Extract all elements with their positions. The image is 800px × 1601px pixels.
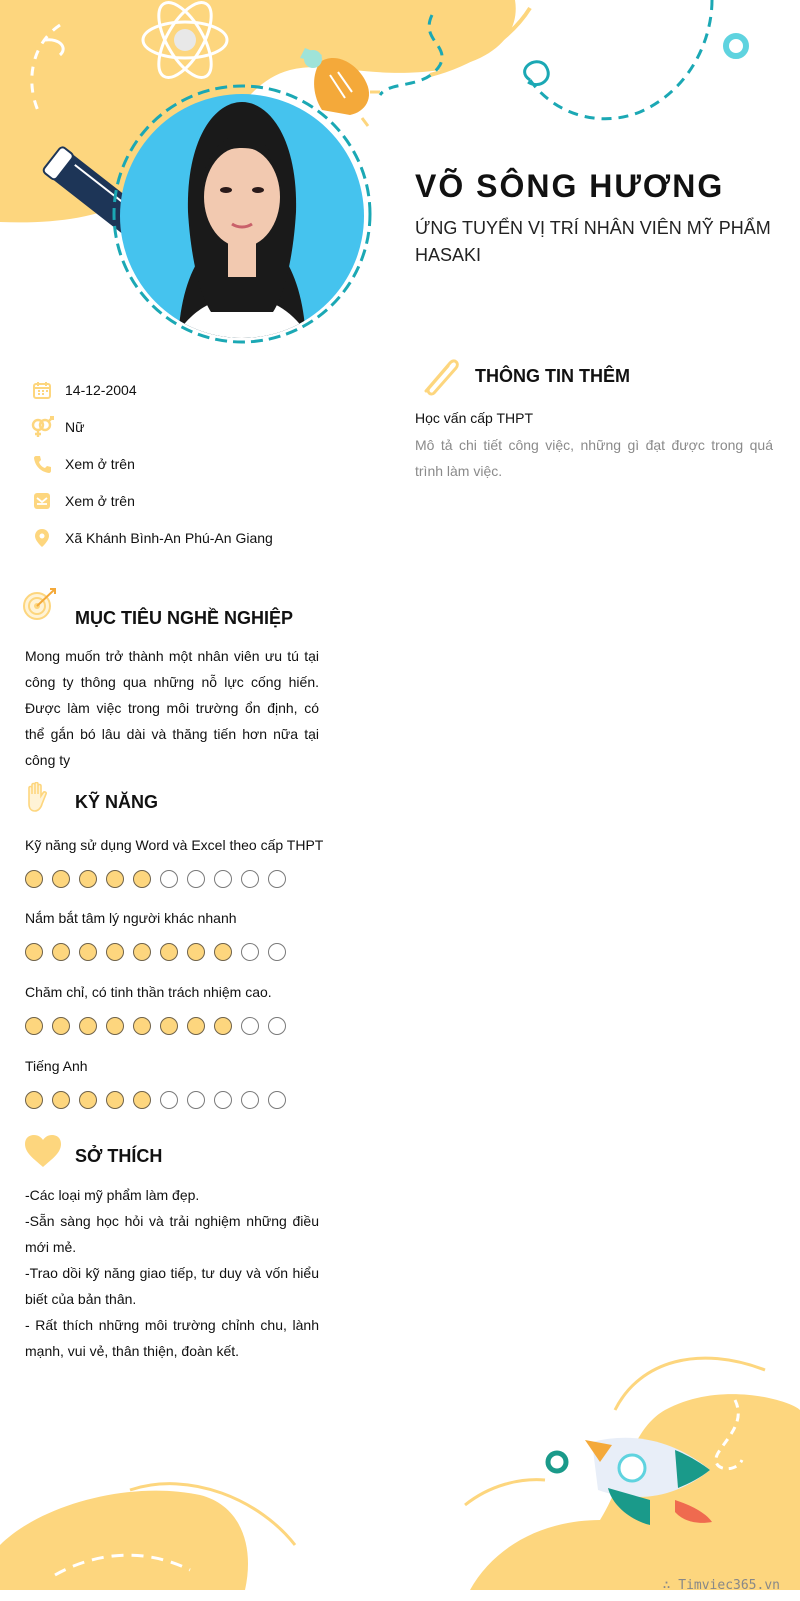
phone-value: Xem ở trên [65,456,135,472]
skill-rating [25,943,286,961]
education-value: Học vấn cấp THPT [415,410,534,426]
rating-dot-empty [160,1091,178,1109]
hand-icon [25,782,49,819]
birthday-value: 14-12-2004 [65,382,137,398]
objective-title: MỤC TIÊU NGHỀ NGHIỆP [75,608,294,628]
rating-dot-filled [133,1017,151,1035]
hobby-item: -Sẵn sàng học hỏi và trải nghiệm những điều mới mẻ. [25,1213,319,1255]
skills-title: KỸ NĂNG [75,792,159,812]
rating-dot-filled [79,870,97,888]
rating-dot-filled [79,1017,97,1035]
rating-dot-empty [268,1017,286,1035]
rating-dot-filled [106,1017,124,1035]
rating-dot-filled [25,870,43,888]
candidate-name: VÕ SÔNG HƯƠNG [415,168,725,204]
rating-dot-empty [241,943,259,961]
rating-dot-filled [187,1017,205,1035]
skill-name: Tiếng Anh [25,1058,88,1074]
rating-dot-filled [133,870,151,888]
skill-name: Chăm chỉ, có tinh thần trách nhiệm cao. [25,984,272,1000]
rating-dot-filled [133,1091,151,1109]
address-value: Xã Khánh Bình-An Phú-An Giang [65,530,273,546]
rating-dot-filled [160,1017,178,1035]
contact-gender [30,415,84,439]
rating-dot-filled [52,943,70,961]
contact-address [30,526,273,550]
rating-dot-filled [25,1017,43,1035]
hobby-item: -Trao dồi kỹ năng giao tiếp, tư duy và vốn hiểu biết của bản thân. [25,1265,319,1307]
heart-icon [24,1134,62,1173]
email-value: Xem ở trên [65,493,135,509]
contact-birthday [30,378,137,402]
rating-dot-filled [25,943,43,961]
rating-dot-empty [214,870,232,888]
mail-icon [30,489,54,513]
skill-name: Nắm bắt tâm lý người khác nhanh [25,910,237,926]
calendar-icon [30,378,54,402]
skill-rating [25,870,286,888]
paperclip-icon [418,355,462,404]
applied-position: ỨNG TUYỂN VỊ TRÍ NHÂN VIÊN MỸ PHẨM HASAKI [415,218,771,265]
rating-dot-filled [52,1017,70,1035]
gender-value: Nữ [65,419,85,435]
watermark: ∴ Timviec365.vn [662,1578,780,1593]
hobbies-title: SỞ THÍCH [75,1146,163,1166]
rating-dot-filled [106,870,124,888]
rating-dot-empty [268,870,286,888]
bottom-left-blob [0,1491,248,1590]
education-description: Mô tả chi tiết công việc, những gì đạt được trong quá trình làm việc. [415,437,773,479]
location-icon [30,526,54,550]
rating-dot-filled [79,943,97,961]
rating-dot-filled [214,1017,232,1035]
objective-text: Mong muốn trở thành một nhân viên ưu tú tại công ty thông qua những nỗ lực cống hiến. Được làm việc trong môi trường ổn định, có thể gắn bó lâu dài và thăng tiến hơn nữa tại công ty [25,648,319,768]
contact-phone [30,452,135,476]
rating-dot-filled [106,943,124,961]
rating-dot-filled [214,943,232,961]
rating-dot-filled [106,1091,124,1109]
rating-dot-filled [52,1091,70,1109]
rating-dot-empty [241,870,259,888]
rating-dot-empty [214,1091,232,1109]
rating-dot-filled [133,943,151,961]
profile-photo [108,82,376,350]
rating-dot-empty [241,1017,259,1035]
rating-dot-filled [52,870,70,888]
rating-dot-filled [79,1091,97,1109]
rating-dot-filled [25,1091,43,1109]
rating-dot-empty [241,1091,259,1109]
hobby-item: - Rất thích những môi trường chỉnh chu, lành mạnh, vui vẻ, thân thiện, đoàn kết. [25,1317,319,1359]
rating-dot-empty [268,943,286,961]
skill-name: Kỹ năng sử dụng Word và Excel theo cấp THPT [25,837,324,853]
phone-icon [30,452,54,476]
target-icon [22,587,58,626]
rating-dot-empty [187,1091,205,1109]
gender-icon [30,415,54,439]
rating-dot-filled [187,943,205,961]
skill-rating [25,1091,286,1109]
rating-dot-empty [268,1091,286,1109]
extra-info-title: THÔNG TIN THÊM [475,366,630,386]
rating-dot-empty [160,870,178,888]
hobby-item: -Các loại mỹ phẩm làm đẹp. [25,1187,200,1203]
skill-rating [25,1017,286,1035]
rating-dot-filled [160,943,178,961]
contact-email [30,489,135,513]
rating-dot-empty [187,870,205,888]
